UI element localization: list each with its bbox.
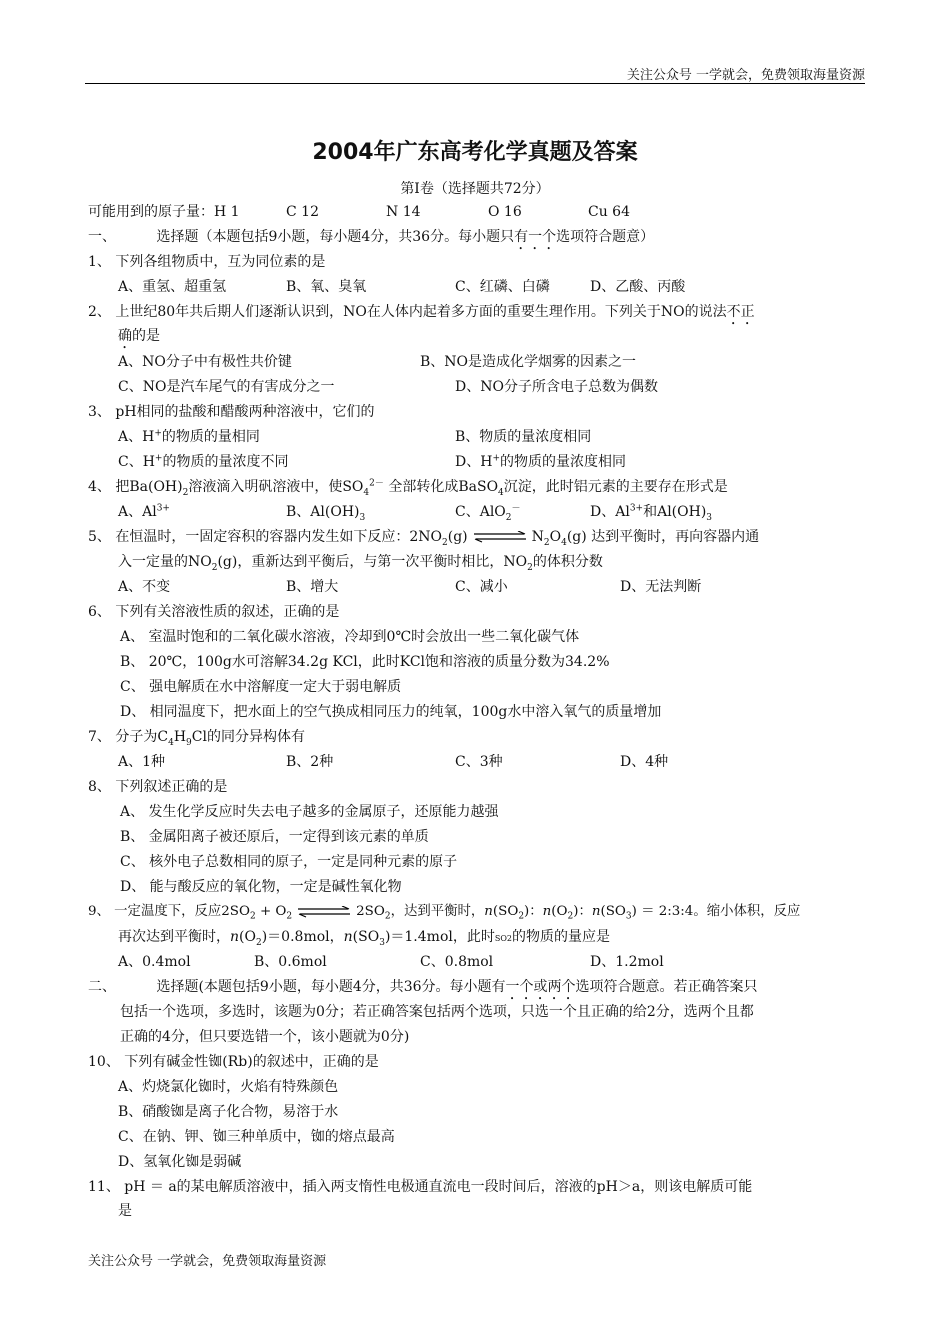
q4-option-c: C、AlO$_2$－ <box>455 503 521 523</box>
stem-text: 2、 上世纪80年共后期人们逐渐认识到，NO在人体内起着多方面的重要生理作用。下列关于NO的说法 <box>88 304 727 320</box>
section-text: 选择题（本题包括9小题，每小题4分，共36分。每小题只 <box>156 229 515 245</box>
q6-option-c: C、 强电解质在水中溶解度一定大于弱电解质 <box>120 679 402 695</box>
question-4-stem: 4、 把$Ba(OH)_2$溶液滴入明矾溶液中，使$SO_4^{2-}$ 全部转化成BaSO$_4$沉淀，此时铝元素的主要存在形式是 <box>88 478 728 498</box>
q7-option-d: D、4种 <box>620 754 669 770</box>
q3-option-d: D、H+的物质的量浓度相同 <box>455 453 626 470</box>
section-2-heading-cont: 包括一个选项，多选时，该题为0分；若正确答案包括两个选项，只选一个且正确的给2分，选两个且都 <box>120 1004 754 1020</box>
footer-note: 关注公众号 一学就会，免费领取海量资源 <box>88 1254 327 1269</box>
q7-option-c: C、3种 <box>455 754 503 770</box>
equilibrium-arrow-icon <box>296 906 352 918</box>
question-2-stem-cont <box>118 326 160 352</box>
atomic-mass: 可能用到的原子量：H 1 <box>88 204 240 220</box>
section-1-heading <box>88 227 654 253</box>
q10-option-a: A、灼烧氯化铷时，火焰有特殊颜色 <box>118 1079 339 1095</box>
q5-option-c: C、减小 <box>455 579 508 595</box>
question-9-stem-cont: 再次达到平衡时，$n(O_2)=0.8mol$，$n(SO_3)=1.4mol$，此时SO2的物质的量应是 <box>118 929 610 948</box>
q8-option-a: A、 发生化学反应时失去电子越多的金属原子，还原能力越强 <box>120 804 499 820</box>
q10-option-c: C、在钠、钾、铷三种单质中，铷的熔点最高 <box>118 1129 395 1145</box>
q10-option-d: D、氢氧化铷是弱碱 <box>118 1154 242 1170</box>
equilibrium-arrow-icon <box>472 531 528 543</box>
question-10-stem: 10、 下列有碱金性铷(Rb)的叙述中，正确的是 <box>88 1054 379 1070</box>
page-title: 2004年广东高考化学真题及答案 <box>312 140 638 165</box>
question-3-stem: 3、 pH相同的盐酸和醋酸两种溶液中，它们的 <box>88 404 375 420</box>
q6-option-a: A、 室温时饱和的二氧化碳水溶液，冷却到0℃时会放出一些二氧化碳气体 <box>120 629 580 645</box>
emphasis-text: 确 <box>118 328 132 344</box>
q1-option-b: B、氧、臭氧 <box>286 279 367 295</box>
section-text: 选择题(本题包括9小题，每小题4分，共36分。每小题有 <box>156 979 506 995</box>
q1-option-a: A、重氢、超重氢 <box>118 279 227 295</box>
section-2-heading-cont: 正确的4分，但只要选错一个，该小题就为0分) <box>120 1029 410 1045</box>
emphasis-text: 不正 <box>726 304 755 320</box>
stem-text: 的是 <box>132 328 160 344</box>
q3-option-b: B、物质的量浓度相同 <box>455 429 592 445</box>
section-number: 一、 <box>88 229 116 245</box>
q8-option-d: D、 能与酸反应的氧化物，一定是碱性氧化物 <box>120 879 402 895</box>
question-11-stem-cont: 是 <box>118 1203 132 1219</box>
q8-option-c: C、 核外电子总数相同的原子，一定是同种元素的原子 <box>120 854 458 870</box>
question-1-stem: 1、 下列各组物质中，互为同位素的是 <box>88 254 326 270</box>
question-2-stem <box>88 302 755 328</box>
q6-option-b: B、 20℃，100g水可溶解34.2g KCl，此时KCl饱和溶液的质量分数为34.2% <box>120 654 610 670</box>
section-2-heading <box>88 977 758 1003</box>
atomic-mass: O 16 <box>488 204 522 220</box>
question-9-stem: 9、 一定温度下，反应$2SO_2 + O_2$ $2SO_2$，达到平衡时，$n(SO_2)$：$n(O_2)$：$n(SO_3)$ ＝ 2:3:4。缩小体积，反应 <box>88 904 801 922</box>
question-6-stem: 6、 下列有关溶液性质的叙述，正确的是 <box>88 604 340 620</box>
q9-option-b: B、0.6mol <box>254 954 327 970</box>
atomic-mass: Cu 64 <box>588 204 630 220</box>
q2-option-b: B、NO是造成化学烟雾的因素之一 <box>420 354 637 370</box>
q8-option-b: B、 金属阳离子被还原后，一定得到该元素的单质 <box>120 829 429 845</box>
q4-option-d: D、$Al^{3+}$和$Al(OH)_3$ <box>590 503 713 523</box>
section-text: 选项符合题意。若正确答案只 <box>575 979 758 995</box>
q7-option-a: A、1种 <box>118 754 166 770</box>
q5-option-a: A、不变 <box>118 579 171 595</box>
q9-option-a: A、0.4mol <box>118 954 191 970</box>
question-5-stem-cont: 入一定量的$NO_2(g)$，重新达到平衡后，与第一次平衡时相比，$NO_2$的体积分数 <box>118 554 603 573</box>
header-rule <box>85 83 865 84</box>
q4-option-b: B、$Al(OH)_3$ <box>286 504 366 523</box>
question-5-stem: 5、 在恒温时，一固定容积的容器内发生如下反应：$2NO_2(g)$ $N_2O_4(g)$ 达到平衡时，再向容器内通 <box>88 529 760 548</box>
q2-option-c: C、NO是汽车尾气的有害成分之一 <box>118 379 335 395</box>
part-subtitle: 第Ⅰ卷（选择题共72分） <box>400 181 550 197</box>
q9-option-c: C、0.8mol <box>420 954 494 970</box>
q4-option-a: A、$Al^{3+}$ <box>118 503 170 520</box>
q3-option-c: C、H+的物质的量浓度不同 <box>118 453 289 470</box>
question-7-stem: 7、 分子为$C_4H_9Cl$的同分异构体有 <box>88 729 305 748</box>
question-8-stem: 8、 下列叙述正确的是 <box>88 779 228 795</box>
q5-option-b: B、增大 <box>286 579 339 595</box>
emphasis-text: 有一个 <box>514 229 557 245</box>
question-11-stem: 11、 pH ＝ a的某电解质溶液中，插入两支惰性电极通直流电一段时间后，溶液的pH＞a，则该电解质可能 <box>88 1179 753 1195</box>
header-note: 关注公众号 一学就会，免费领取海量资源 <box>626 68 865 83</box>
q2-option-d: D、NO分子所含电子总数为偶数 <box>455 379 658 395</box>
q3-option-a: A、H+的物质的量相同 <box>118 428 260 445</box>
atomic-mass: N 14 <box>386 204 421 220</box>
q6-option-d: D、 相同温度下，把水面上的空气换成相同压力的纯氧，100g水中溶入氧气的质量增加 <box>120 704 662 720</box>
q2-option-a: A、NO分子中有极性共价键 <box>118 354 292 370</box>
atomic-masses <box>88 202 630 222</box>
q5-option-d: D、无法判断 <box>620 579 702 595</box>
q1-option-d: D、乙酸、丙酸 <box>590 279 686 295</box>
q7-option-b: B、2种 <box>286 754 334 770</box>
section-text: 选项符合题意） <box>556 229 655 245</box>
q9-option-d: D、1.2mol <box>590 954 664 970</box>
q1-option-c: C、红磷、白磷 <box>455 279 550 295</box>
atomic-mass: C 12 <box>286 204 319 220</box>
emphasis-text: 一个或两个 <box>505 979 576 995</box>
section-number: 二、 <box>88 979 116 995</box>
q10-option-b: B、硝酸铷是离子化合物，易溶于水 <box>118 1104 339 1120</box>
